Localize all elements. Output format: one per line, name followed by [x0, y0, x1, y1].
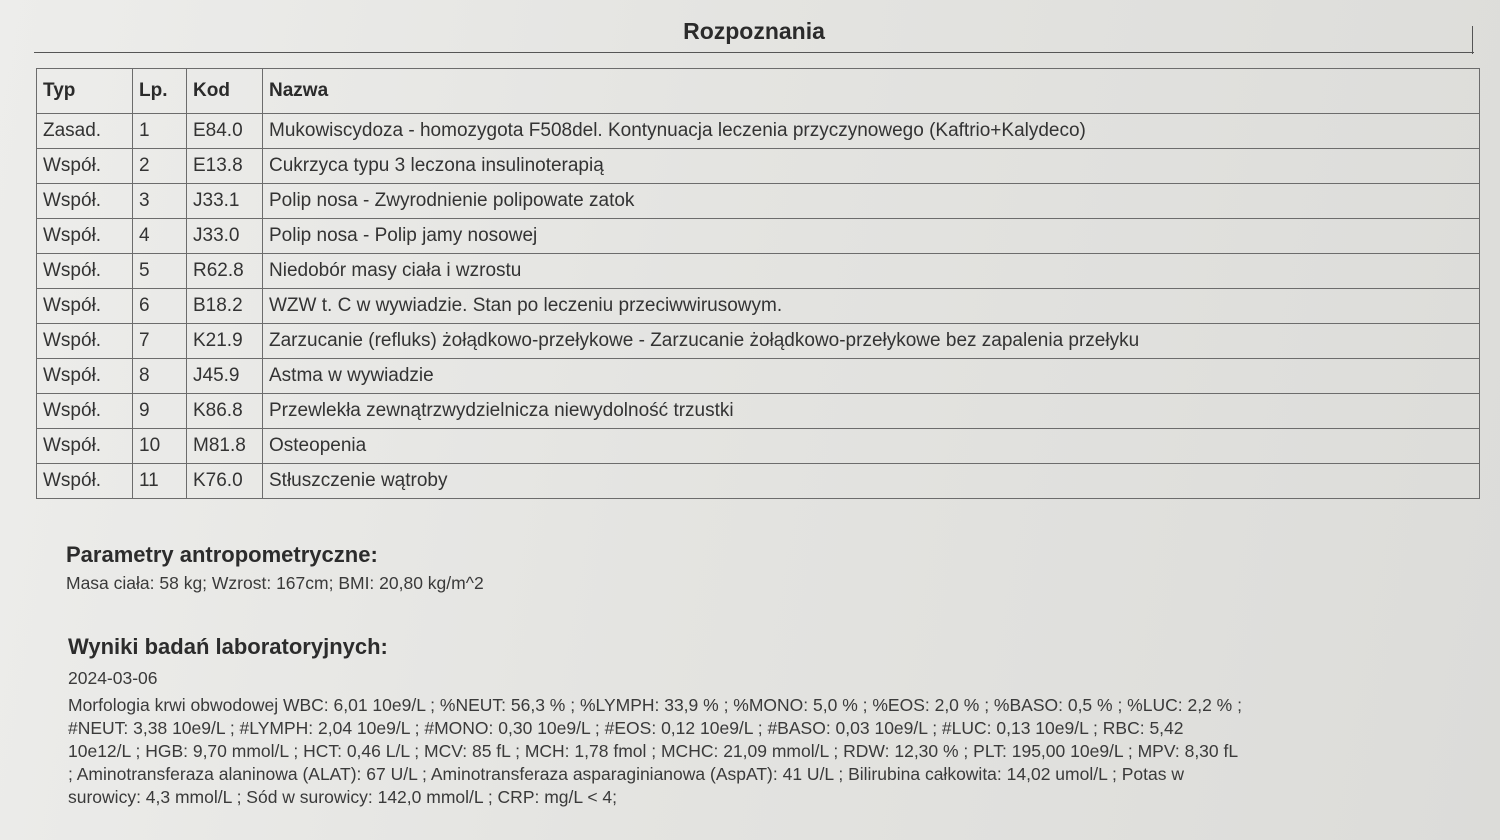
- table-row: [37, 289, 1480, 324]
- column-header-nazwa: Nazwa: [263, 69, 1480, 114]
- cell-lp: 5: [133, 254, 187, 289]
- cell-typ: Współ.: [37, 219, 133, 254]
- table-row: [37, 184, 1480, 219]
- anthropometry-title: Parametry antropometryczne:: [66, 542, 378, 567]
- table-row: [37, 394, 1480, 429]
- labs-line: 10e12/L ; HGB: 9,70 mmol/L ; HCT: 0,46 L/L ; MCV: 85 fL ; MCH: 1,78 fmol ; MCHC: 21,09 mmol/L ; RDW: 12,30 % ; PLT: 195,00 10e9/L ; MPV: 8,30 fL: [68, 741, 1239, 761]
- cell-lp: 10: [133, 429, 187, 464]
- diagnoses-table: [36, 68, 1480, 499]
- table-row: [37, 324, 1480, 359]
- diagnoses-title: Rozpoznania: [683, 18, 825, 44]
- cell-lp: 7: [133, 324, 187, 359]
- cell-kod: E13.8: [187, 149, 263, 184]
- anthropometry-text: Masa ciała: 58 kg; Wzrost: 167cm; BMI: 20,80 kg/m^2: [66, 573, 484, 593]
- labs-title: Wyniki badań laboratoryjnych:: [68, 634, 388, 659]
- table-row: [37, 254, 1480, 289]
- cell-kod: K21.9: [187, 324, 263, 359]
- table-row: [37, 149, 1480, 184]
- cell-kod: K76.0: [187, 464, 263, 499]
- cell-kod: K86.8: [187, 394, 263, 429]
- cell-nazwa: Zarzucanie (refluks) żołądkowo-przełykowe - Zarzucanie żołądkowo-przełykowe bez zapalenia przełyku: [263, 324, 1480, 359]
- cell-typ: Współ.: [37, 149, 133, 184]
- labs-results: [68, 694, 1488, 809]
- cell-kod: B18.2: [187, 289, 263, 324]
- cell-lp: 6: [133, 289, 187, 324]
- table-row: [37, 114, 1480, 149]
- column-header-kod: Kod: [187, 69, 263, 114]
- table-row: [37, 219, 1480, 254]
- cell-lp: 11: [133, 464, 187, 499]
- cell-kod: M81.8: [187, 429, 263, 464]
- cell-typ: Zasad.: [37, 114, 133, 149]
- cell-kod: J33.0: [187, 219, 263, 254]
- column-header-lp: Lp.: [133, 69, 187, 114]
- cell-typ: Współ.: [37, 324, 133, 359]
- cell-nazwa: Cukrzyca typu 3 leczona insulinoterapią: [263, 149, 1480, 184]
- cell-lp: 1: [133, 114, 187, 149]
- column-header-typ: Typ: [37, 69, 133, 114]
- cell-typ: Współ.: [37, 254, 133, 289]
- table-row: [37, 464, 1480, 499]
- labs-line: ; Aminotransferaza alaninowa (ALAT): 67 U/L ; Aminotransferaza asparaginianowa (AspAT): 41 U/L ; Bilirubina całkowita: 14,02 umol/L ; Potas w: [68, 764, 1185, 784]
- labs-line: #NEUT: 3,38 10e9/L ; #LYMPH: 2,04 10e9/L ; #MONO: 0,30 10e9/L ; #EOS: 0,12 10e9/L ; #BASO: 0,03 10e9/L ; #LUC: 0,13 10e9/L ; RBC: 5,42: [68, 718, 1184, 738]
- cell-typ: Współ.: [37, 394, 133, 429]
- cell-typ: Współ.: [37, 464, 133, 499]
- table-header-row: [37, 69, 1480, 114]
- cell-lp: 2: [133, 149, 187, 184]
- labs-line: surowicy: 4,3 mmol/L ; Sód w surowicy: 142,0 mmol/L ; CRP: mg/L < 4;: [68, 787, 618, 807]
- cell-kod: R62.8: [187, 254, 263, 289]
- cell-kod: E84.0: [187, 114, 263, 149]
- cell-kod: J45.9: [187, 359, 263, 394]
- cell-nazwa: Przewlekła zewnątrzwydzielnicza niewydolność trzustki: [263, 394, 1480, 429]
- cell-lp: 4: [133, 219, 187, 254]
- cell-nazwa: Polip nosa - Polip jamy nosowej: [263, 219, 1480, 254]
- cell-nazwa: Osteopenia: [263, 429, 1480, 464]
- title-divider-right: [1472, 26, 1473, 54]
- cell-typ: Współ.: [37, 184, 133, 219]
- cell-typ: Współ.: [37, 359, 133, 394]
- cell-lp: 3: [133, 184, 187, 219]
- cell-typ: Współ.: [37, 429, 133, 464]
- cell-kod: J33.1: [187, 184, 263, 219]
- table-row: [37, 359, 1480, 394]
- table-row: [37, 429, 1480, 464]
- labs-line: Morfologia krwi obwodowej WBC: 6,01 10e9/L ; %NEUT: 56,3 % ; %LYMPH: 33,9 % ; %MONO: 5,0 % ; %EOS: 2,0 % ; %BASO: 0,5 % ; %LUC: 2,2 % ;: [68, 695, 1242, 715]
- cell-nazwa: Niedobór masy ciała i wzrostu: [263, 254, 1480, 289]
- title-divider: [34, 52, 1474, 53]
- cell-nazwa: Astma w wywiadzie: [263, 359, 1480, 394]
- cell-nazwa: Mukowiscydoza - homozygota F508del. Kontynuacja leczenia przyczynowego (Kaftrio+Kalydeco): [263, 114, 1480, 149]
- labs-date: 2024-03-06: [68, 668, 158, 688]
- cell-lp: 8: [133, 359, 187, 394]
- cell-nazwa: Polip nosa - Zwyrodnienie polipowate zatok: [263, 184, 1480, 219]
- cell-nazwa: WZW t. C w wywiadzie. Stan po leczeniu przeciwwirusowym.: [263, 289, 1480, 324]
- cell-nazwa: Stłuszczenie wątroby: [263, 464, 1480, 499]
- cell-lp: 9: [133, 394, 187, 429]
- cell-typ: Współ.: [37, 289, 133, 324]
